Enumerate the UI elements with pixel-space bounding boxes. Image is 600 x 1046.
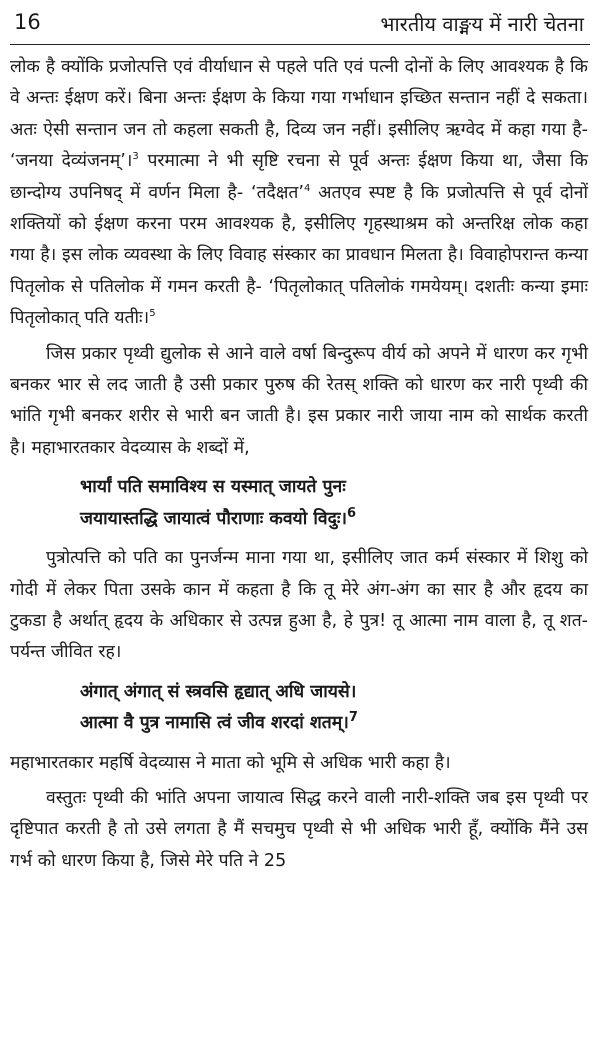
paragraph-3: पुत्रोत्पत्ति को पति का पुनर्जन्म माना गया था, इसीलिए जात कर्म संस्कार में शिशु को गोदी में लेकर पिता उसके कान में कहता है कि तू मेरे अंग-अंग का सार है और हृदय का टुकडा है अर्थात् हृदय के अधिकार से उत्पन्न हुआ है, हे पुत्र! तू आत्मा नाम वाला है, तू शत-पर्यन्त जीवित रह। <box>10 548 589 663</box>
paragraph-2: जिस प्रकार पृथ्वी द्युलोक से आने वाले वर्षा बिन्दुरूप वीर्य को अपने में धारण कर गृभी बनकर भार से लद जाती है उसी प्रकार पुरुष की रेतस् शक्ति को धारण कर नारी पृथ्वी की भांति गृभी बनकर शरीर से भारी बन जाती है। इस प्रकार नारी जाया नाम को सार्थक करती है। महाभारतकार वेदव्यास के शब्दों में, <box>10 343 588 458</box>
verse-2 <box>80 677 588 740</box>
verse-2-line-2-text: आत्मा वै पुत्र नामासि त्वं जीव शरदां शतम्। <box>80 713 349 734</box>
footnote-ref-4: 4 <box>303 182 311 194</box>
page-number: 16 <box>14 10 41 34</box>
header-divider <box>10 44 590 45</box>
paragraph-1 <box>10 52 588 335</box>
footnote-ref-6: 6 <box>347 505 357 521</box>
paragraph-1-text: लोक है क्योंकि प्रजोत्पत्ति एवं वीर्याधान से पहले पति एवं पत्नी दोनों के लिए आवश्यक है कि वे अन्तः ईक्षण करें। बिना अन्तः ईक्षण के किया गया गर्भाधान इच्छित सन्तान नहीं दे सकता। अतः ऐसी सन्तान जन तो कहला सकती है, दिव्य जन नहीं। इसीलिए ऋग्वेद में कहा गया है- ‘जनया देव्यंजनम्’। <box>10 57 588 172</box>
page-body <box>10 52 588 877</box>
verse-1-line-2 <box>80 504 588 535</box>
verse-2-line-2 <box>80 708 588 739</box>
page-header <box>10 4 590 44</box>
verse-1-line-1: भार्यां पति समाविश्य स यस्मात् जायते पुनः <box>80 477 346 498</box>
running-title: भारतीय वाङ्मय में नारी चेतना <box>380 12 584 36</box>
footnote-ref-3: 3 <box>132 151 139 163</box>
verse-2-line-1: अंगात् अंगात् सं स्त्रवसि हृद्यात् अधि जायसे। <box>80 681 357 702</box>
paragraph-1-text-end: अतएव स्पष्ट है कि प्रजोत्पत्ति से पूर्व दोनों शक्तियों को ईक्षण करना परम आवश्यक है, इसीलिए गृहस्थाश्रम को अन्तरिक्ष लोक कहा गया है। इस लोक व्यवस्था के लिए विवाह संस्कार का प्रावधान मिलता है। विवाहोपरान्त कन्या पितृलोक से पतिलोक में गमन करती है- ‘पितृलोकात् पतिलोकं गमयेयम्। दशतीः कन्या इमाः पितृलोकात् पति यतीः। <box>10 182 589 329</box>
verse-1-line-2-text: जयायास्तद्धि जायात्वं पौराणाः कवयो विदुः। <box>80 508 348 529</box>
verse-1 <box>80 472 588 535</box>
footnote-ref-7: 7 <box>348 710 358 726</box>
paragraph-4: महाभारतकार महर्षि वेदव्यास ने माता को भूमि से अधिक भारी कहा है। <box>10 752 451 773</box>
paragraph-5: वस्तुतः पृथ्वी की भांति अपना जायात्व सिद्ध करने वाली नारी-शक्ति जब इस पृथ्वी पर दृष्टिपात करती है तो उसे लगता है मैं सचमुच पृथ्वी से भी अधिक भारी हूँ, क्योंकि मैंने उस गर्भ को धारण किया है, जिसे मेरे पति ने 25 <box>10 787 588 871</box>
footnote-ref-5: 5 <box>149 308 156 320</box>
paragraph-1-text-cont: परमात्मा ने भी सृष्टि रचना से पूर्व अन्तः ईक्षण किया था, जैसा कि छान्दोग्य उपनिषद् में वर्णन मिला है- ‘तदैक्षत’ <box>10 151 588 203</box>
